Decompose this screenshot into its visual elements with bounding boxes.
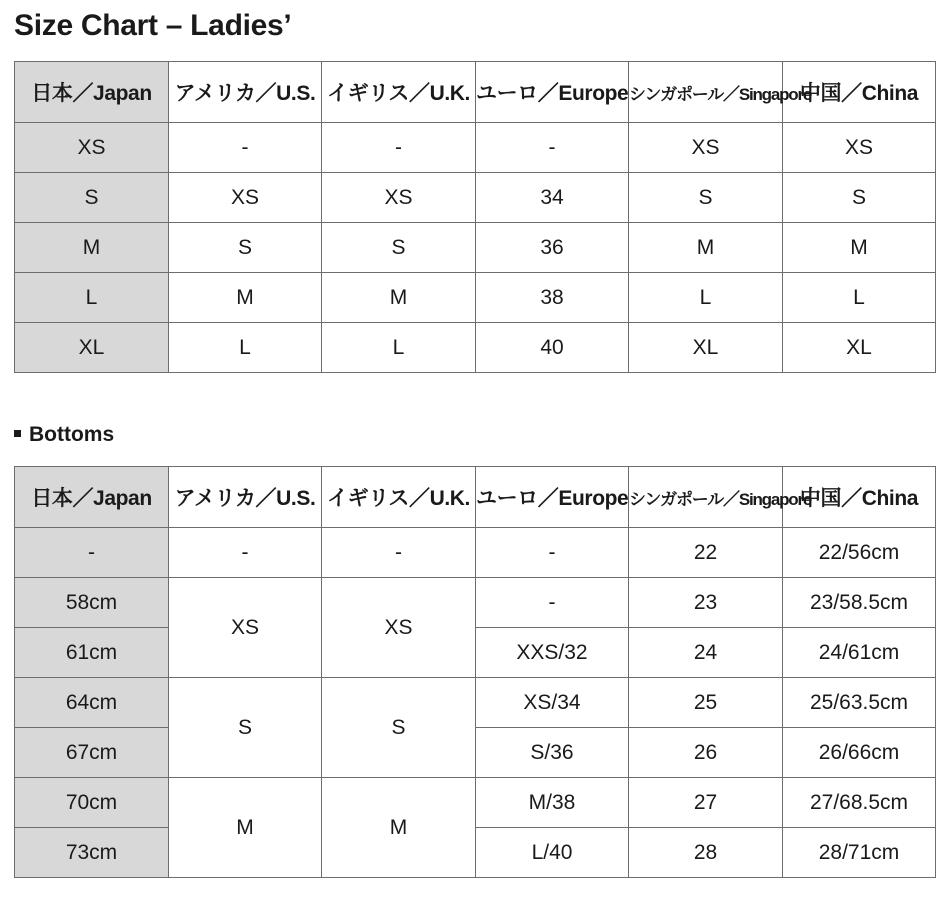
table-row — [15, 323, 936, 373]
table-header-row — [15, 467, 936, 528]
cell-japan: 73cm — [15, 828, 169, 878]
cell-japan: 64cm — [15, 678, 169, 728]
table-row — [15, 123, 936, 173]
cell-europe: S/36 — [476, 728, 629, 778]
cell-uk: - — [322, 123, 476, 173]
cell-singapore: 28 — [629, 828, 783, 878]
cell-us: - — [169, 123, 322, 173]
header-japan: 日本／Japan — [15, 467, 169, 528]
cell-europe: L/40 — [476, 828, 629, 878]
tops-size-table — [14, 61, 936, 373]
cell-uk: M — [322, 778, 476, 878]
header-china: 中国／China — [783, 62, 936, 123]
cell-japan: 61cm — [15, 628, 169, 678]
cell-us: M — [169, 273, 322, 323]
table-row — [15, 578, 936, 628]
cell-japan: XL — [15, 323, 169, 373]
cell-singapore: 25 — [629, 678, 783, 728]
header-japan: 日本／Japan — [15, 62, 169, 123]
table-row — [15, 728, 936, 778]
cell-europe: XXS/32 — [476, 628, 629, 678]
cell-europe: - — [476, 528, 629, 578]
cell-singapore: 22 — [629, 528, 783, 578]
cell-china: 27/68.5cm — [783, 778, 936, 828]
cell-japan: S — [15, 173, 169, 223]
cell-china: M — [783, 223, 936, 273]
cell-singapore: S — [629, 173, 783, 223]
cell-uk: XS — [322, 578, 476, 678]
cell-us: - — [169, 528, 322, 578]
cell-europe: 38 — [476, 273, 629, 323]
cell-china: L — [783, 273, 936, 323]
cell-europe: 36 — [476, 223, 629, 273]
cell-singapore: M — [629, 223, 783, 273]
header-uk: イギリス／U.K. — [322, 467, 476, 528]
cell-china: 28/71cm — [783, 828, 936, 878]
cell-japan: 70cm — [15, 778, 169, 828]
header-china: 中国／China — [783, 467, 936, 528]
table-row — [15, 828, 936, 878]
header-singapore: シンガポール／Singapore — [629, 467, 783, 528]
cell-us: S — [169, 678, 322, 778]
cell-us: L — [169, 323, 322, 373]
cell-europe: - — [476, 123, 629, 173]
cell-japan: M — [15, 223, 169, 273]
bullet-icon — [14, 430, 21, 437]
header-us: アメリカ／U.S. — [169, 62, 322, 123]
cell-us: XS — [169, 173, 322, 223]
cell-europe: 34 — [476, 173, 629, 223]
page-title: Size Chart – Ladies’ — [14, 9, 292, 42]
cell-china: 26/66cm — [783, 728, 936, 778]
cell-us: S — [169, 223, 322, 273]
bottoms-section-title — [14, 421, 114, 449]
cell-singapore: 24 — [629, 628, 783, 678]
table-row — [15, 173, 936, 223]
header-uk: イギリス／U.K. — [322, 62, 476, 123]
cell-singapore: 23 — [629, 578, 783, 628]
cell-singapore: XL — [629, 323, 783, 373]
table-row — [15, 223, 936, 273]
table-row — [15, 528, 936, 578]
table-row — [15, 678, 936, 728]
cell-singapore: 27 — [629, 778, 783, 828]
cell-china: 23/58.5cm — [783, 578, 936, 628]
cell-us: XS — [169, 578, 322, 678]
cell-japan: 67cm — [15, 728, 169, 778]
cell-china: 24/61cm — [783, 628, 936, 678]
header-europe: ユーロ／Europe — [476, 467, 629, 528]
cell-uk: M — [322, 273, 476, 323]
cell-japan: 58cm — [15, 578, 169, 628]
cell-china: XL — [783, 323, 936, 373]
cell-us: M — [169, 778, 322, 878]
cell-uk: - — [322, 528, 476, 578]
header-europe: ユーロ／Europe — [476, 62, 629, 123]
cell-uk: S — [322, 223, 476, 273]
table-row — [15, 778, 936, 828]
header-us: アメリカ／U.S. — [169, 467, 322, 528]
table-row — [15, 273, 936, 323]
table-row — [15, 628, 936, 678]
table-header-row — [15, 62, 936, 123]
bottoms-title-text: Bottoms — [29, 423, 115, 446]
cell-europe: 40 — [476, 323, 629, 373]
cell-europe: - — [476, 578, 629, 628]
cell-china: 25/63.5cm — [783, 678, 936, 728]
cell-singapore: XS — [629, 123, 783, 173]
cell-europe: M/38 — [476, 778, 629, 828]
cell-singapore: 26 — [629, 728, 783, 778]
cell-uk: S — [322, 678, 476, 778]
cell-china: 22/56cm — [783, 528, 936, 578]
cell-singapore: L — [629, 273, 783, 323]
cell-uk: XS — [322, 173, 476, 223]
cell-uk: L — [322, 323, 476, 373]
bottoms-size-table — [14, 466, 936, 878]
cell-china: S — [783, 173, 936, 223]
cell-japan: XS — [15, 123, 169, 173]
cell-europe: XS/34 — [476, 678, 629, 728]
cell-japan: - — [15, 528, 169, 578]
header-singapore: シンガポール／Singapore — [629, 62, 783, 123]
cell-china: XS — [783, 123, 936, 173]
cell-japan: L — [15, 273, 169, 323]
